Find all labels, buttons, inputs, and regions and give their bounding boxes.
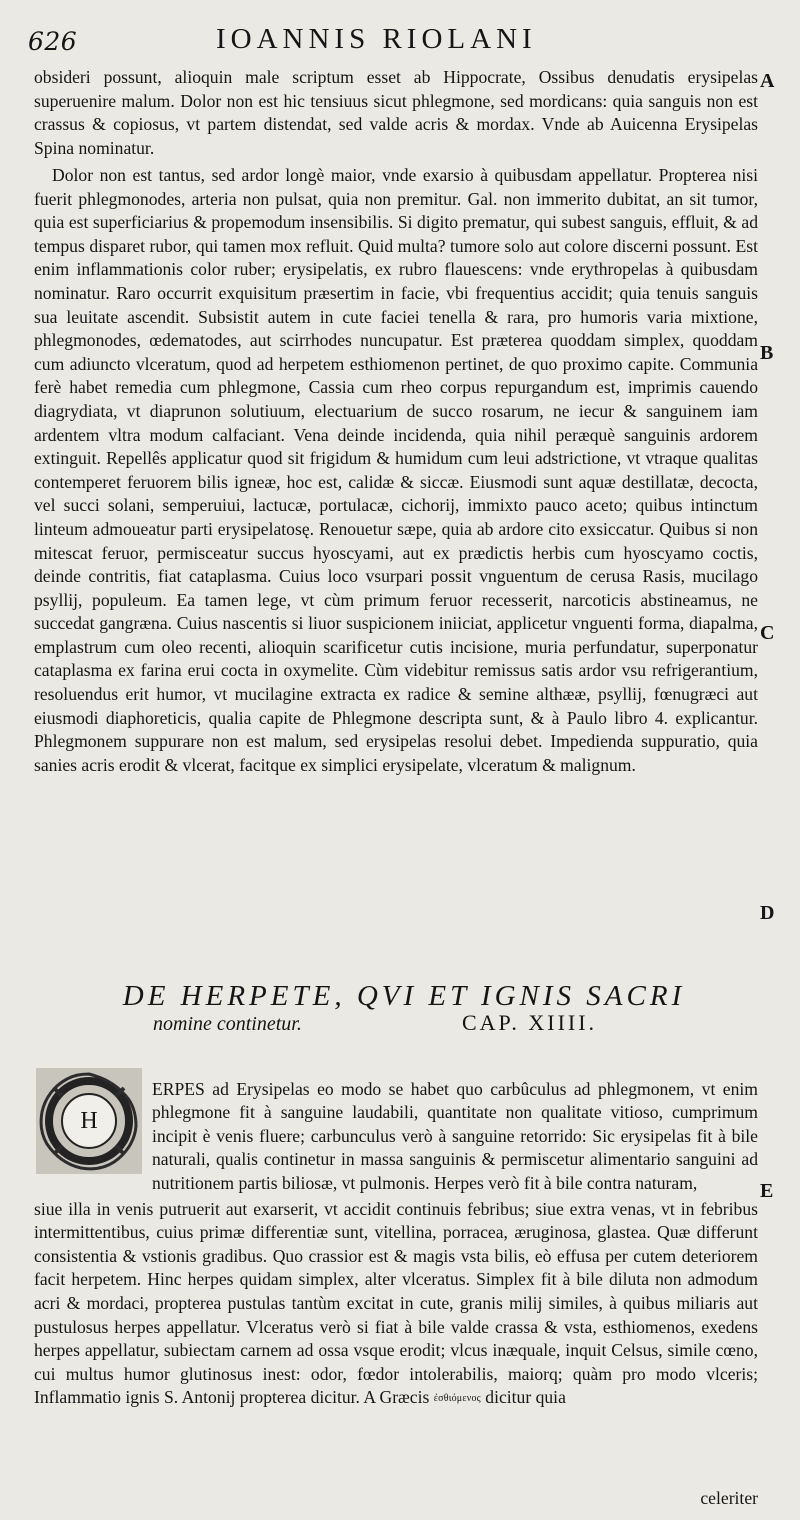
margin-letter-a: A [760, 70, 775, 92]
chapter-heading [64, 980, 744, 1042]
herpes-end-text: dicitur quia [485, 1387, 566, 1408]
paragraph-one-text: obsideri possunt, alioquin male scriptum esset ab Hippocrate, Ossibus denudatis erysipelas superuenire malum. Dolor non est hic tensiuus sicut phlegmone, sed mordicans: quia sanguis non est crassus & copiosus, vt partem distendat, sed valde acris & mordax. Vnde ab Auicenna Erysipelas Spina nominatur. [34, 67, 758, 158]
greek-term: ἐσθιόμενος [433, 1393, 481, 1405]
drop-cap [36, 1068, 142, 1174]
drop-cap-letter: H [80, 1108, 98, 1134]
chapter-title: DE HERPETE, QVI ET IGNIS SACRI [122, 980, 686, 1012]
margin-letter-d: D [760, 902, 775, 924]
running-head: IOANNIS RIOLANI [216, 23, 537, 55]
chapter-number: CAP. XIIII. [462, 1010, 598, 1035]
paragraph-two-text: Dolor non est tantus, sed ardor longè maior, vnde exarsio à quibusdam appellatur. Propterea nisi fuerit phlegmonodes, arteria non pulsat, quia non premitur. Gal. non immerito dubitat, an sit tumor, quia est superficiarius & propemodum insensibilis. Si digito prematur, qui subest sanguis, effluit, & ad tempus disparet rubor, qui tamen mox refluit. Quid multa? tumore solo aut colore discerni possunt. Est enim inflammationis color ruber; erysipelatis, ex rubro flauescens: vnde erythropelas à quibusdam nominatur. Raro occurrit exquisitum præsertim in facie, vbi frequentius accidit; quia tenuis sanguis sua leuitate ascendit. Subsistit autem in cute faciei tenella & rara, pro humoris varia mixtione, phlegmonodes, œdematodes, aut scirrhodes nuncupatur. Est præterea quoddam simplex, quoddam cum adiuncto vlceratum, quod ad herpetem esthiomenon pertinet, de quo proximo capite. Communia ferè habet remedia cum phlegmone, Cassia cum rheo corpus repurgandum est, imprimis cauendo diagrydiata, vt diaprunon solutiuum, electuarium de succo rosarum, ne iecur & sanguinem iam ardentem vltra modum calfaciant. Vena deinde incidenda, quia nihil peræquè sanguinis ardorem extinguit. Repellês applicatur quod sit frigidum & humidum cum leui adstrictione, vt vtraque qualitas contemperet feruorem bilis igneæ, hoc est, calidæ & siccæ. Eiusmodi sunt aquæ destillatæ, decocta, vel succi solani, semperuiui, lactucæ, portulacæ, cichorij, immixto pauco aceto; quibus intinctum linteum admoueatur parti erysipelatosę. Renouetur sæpe, quia ab ardore cito exsiccatur. Quibus si non mitescat feruor, permisceatur succus hyoscyami, aut ex prædictis herbis cum hyoscyamo coctis, deinde contritis, fiat cataplasma. Cuius loco vsurpari possit vnguentum de cerusa Rasis, mucilago psyllij, populeum. Ea tamen lege, vt cùm primum feruor recesserit, narcoticis abstineamus, ne succedat gangræna. Cuius nascentis si liuor suspicionem iniiciat, applicetur vnguenti forma, diapalma, emplastrum cum oleo recenti, alioquin scarificetur cutis incisione, muria perfundatur, superponatur cataplasma ex farina erui cocta in oxymelite. Cùm videbitur remissus satis ardor vsu refrigerantium, resoluendus erit humor, vt mucilagine extracta ex radice & semine althææ, psyllij, fœnugræci aut eiusmodi diaphoreticis, qualia capite de Phlegmone descripta sunt, & à Paulo libro 4. explicantur. Phlegmonem suppurare non est malum, sed erysipelas resolui debet. Impedienda suppuratio, quia sanies acris erodit & vlcerat, facitque ex simplici erysipelate, vlceratum & malignum. [34, 165, 758, 775]
page-number: 626 [28, 27, 78, 56]
herpes-rest-text: siue illa in venis putruerit aut exarserit, vt accidit continuis febribus; siue extra venas, vt in febribus intermittentibus, cuius primæ differentiæ sunt, vitellina, porracea, æruginosa, glastea. Quæ differunt consistentia & vstionis gradibus. Quo crassior est & magis vsta bilis, eò effusa per cutem deteriorem facit herpetem. Hinc herpes quidam simplex, alter vlceratus. Simplex fit à bile diluta non admodum acri & mordaci, propterea pustulas tantùm excitat in cute, granis milij similes, à quibus miliaris aut pustulosus herpes appellatur. Vlceratus verò si fiat à bile valde crassa & vsta, esthiomenos, exedens herpes appellatur, subiectam carnem ad ossa vsque erodit; vlcus inæquale, inquit Celsus, simile cœno, cui multus humor glutinosus inest: odor, fœdor intolerabilis, maiorq; quàm pro modo vlceris; Inflammatio ignis S. Antonij propterea dicitur. A Græcis [34, 1198, 758, 1408]
paragraph-one [34, 66, 758, 160]
catchword: celeriter [700, 1488, 758, 1508]
margin-letter-b: B [760, 342, 774, 364]
paragraph-two [34, 164, 758, 777]
margin-letter-e: E [760, 1180, 774, 1202]
page-header [28, 22, 748, 56]
herpes-paragraph [34, 1180, 758, 1429]
chapter-subtitle: nomine continetur. [153, 1013, 302, 1035]
margin-letter-c: C [760, 622, 775, 644]
herpes-lead-text: ERPES ad Erysipelas eo modo se habet quo carbûculus ad phlegmonem, vt enim phlegmone fit à sanguine laudabili, quantitate non qualitate vitioso, cumprimum incipit è venis fluere; carbunculus verò à sanguine retorrido: Sic erysipelas fit à bile naturali, qualis continetur in massa sanguinis & permiscetur alimentario sanguini ad nutritionem partis biliosæ, vt pulmonis. Herpes verò fit à bile contra naturam, [152, 1078, 758, 1193]
herpes-paragraph-text [34, 1198, 758, 1412]
